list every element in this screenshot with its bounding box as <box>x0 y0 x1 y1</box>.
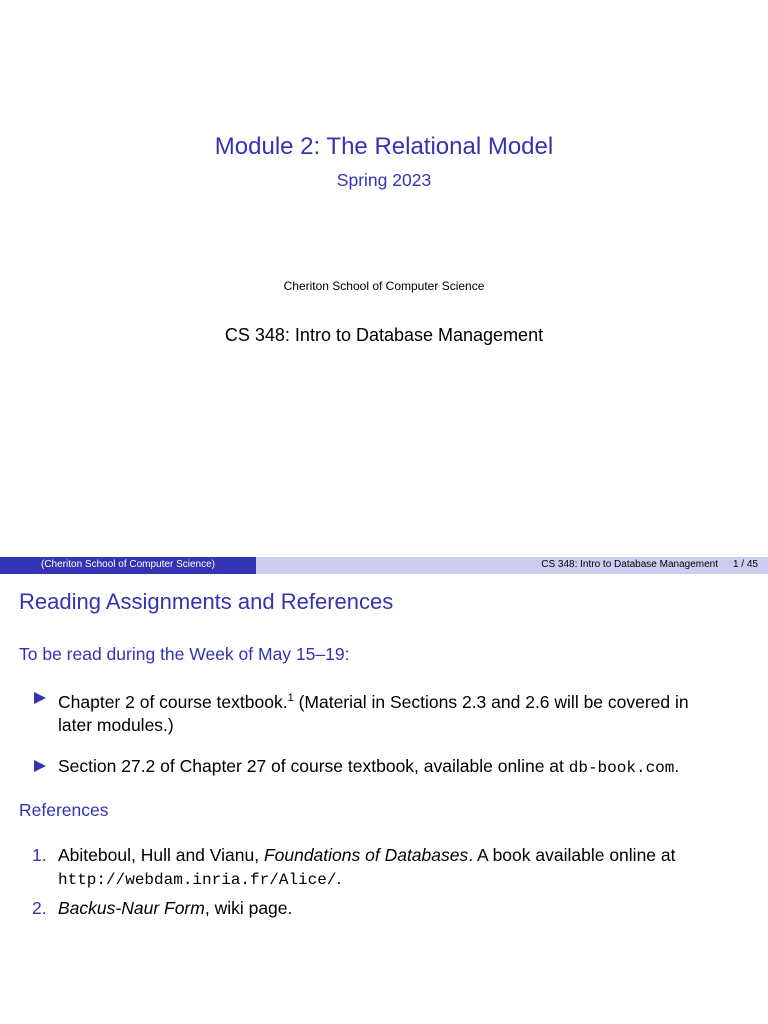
reading-slide <box>0 574 768 1024</box>
db-book-link[interactable]: db-book.com <box>568 759 675 777</box>
bullet-1-text: Chapter 2 of course textbook. <box>58 692 288 712</box>
week-heading: To be read during the Week of May 15–19: <box>19 644 350 664</box>
reference-number: 2. <box>32 898 47 918</box>
footer-institute: (Cheriton School of Computer Science) <box>41 559 215 570</box>
frame-title: Reading Assignments and References <box>19 589 394 614</box>
bullet-1-text-cont: (Material in Sections 2.3 and 2.6 will be covered in <box>293 692 689 712</box>
slide-footer <box>0 557 768 574</box>
reference-2-title: Backus-Naur Form <box>58 898 205 918</box>
footer-course: CS 348: Intro to Database Management <box>541 559 718 570</box>
reference-item-2 <box>58 897 758 920</box>
reference-1-authors: Abiteboul, Hull and Vianu, <box>58 845 264 865</box>
bullet-triangle-icon <box>34 692 46 704</box>
bullet-item-2 <box>58 755 758 780</box>
bullet-triangle-icon <box>34 760 46 772</box>
reference-item-1 <box>58 844 758 892</box>
footer-right-panel <box>256 557 768 574</box>
reference-number: 1. <box>32 845 47 865</box>
bullet-item-1 <box>58 687 758 737</box>
footer-page-number: 1 / 45 <box>732 559 758 570</box>
reference-1-book: Foundations of Databases <box>263 845 469 865</box>
reference-1-text: . A book available online at <box>468 845 676 865</box>
reference-2-text: , wiki page. <box>204 898 293 918</box>
reference-1-end: . <box>336 868 342 888</box>
bullet-2-text-end: . <box>674 756 680 776</box>
bullet-1-text-end: later modules.) <box>58 715 174 735</box>
slide-subtitle: Spring 2023 <box>336 170 432 190</box>
institute-name: Cheriton School of Computer Science <box>283 279 485 293</box>
references-heading: References <box>19 800 109 820</box>
webdam-link[interactable]: http://webdam.inria.fr/Alice/ <box>58 871 337 889</box>
bullet-2-text: Section 27.2 of Chapter 27 of course textbook, available online at <box>58 756 569 776</box>
footnote-marker: 1 <box>287 692 294 704</box>
slide-title: Module 2: The Relational Model <box>214 133 554 160</box>
course-name: CS 348: Intro to Database Management <box>224 325 544 345</box>
footer-left-panel <box>0 557 256 574</box>
